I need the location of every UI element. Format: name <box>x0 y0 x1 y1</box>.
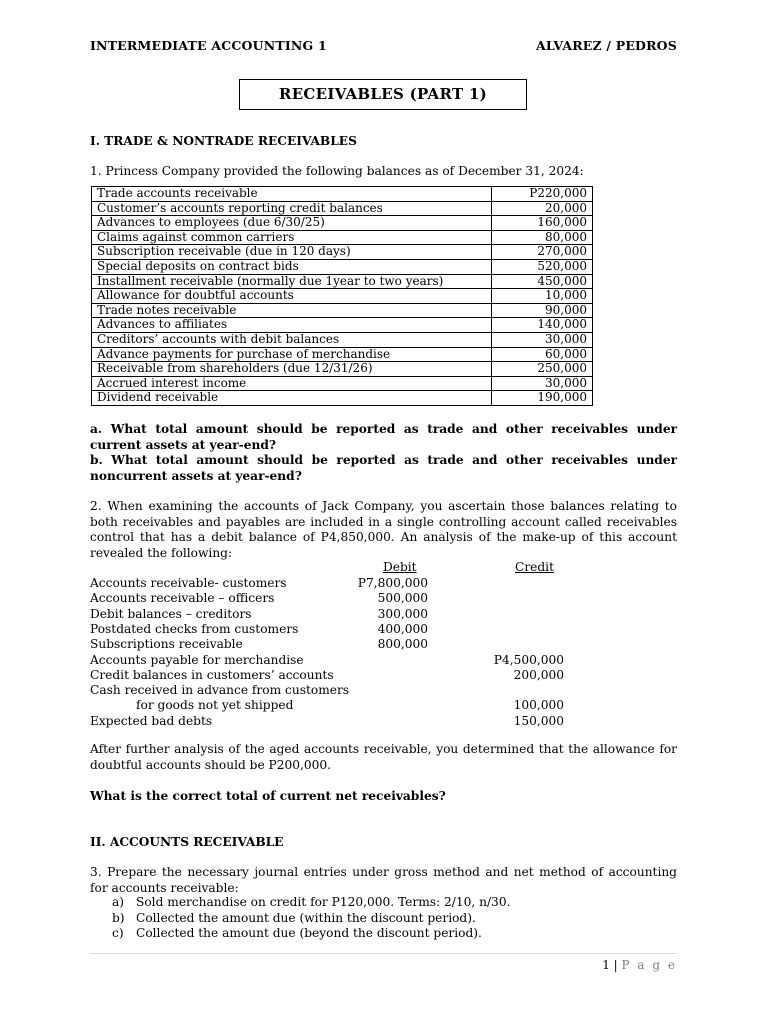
balance-row <box>92 303 593 318</box>
q2-row-label: Cash received in advance from customers <box>90 683 350 698</box>
q2-row-debit: 400,000 <box>377 621 428 636</box>
header-course: INTERMEDIATE ACCOUNTING 1 <box>90 38 327 53</box>
page-label: P a g e <box>621 958 677 972</box>
balance-row <box>92 245 593 260</box>
balance-label: Special deposits on contract bids <box>92 259 492 274</box>
balance-row <box>92 259 593 274</box>
balance-row <box>92 216 593 231</box>
q1a-question: a. What total amount should be reported as trade and other receivables under current assets at year-end? <box>90 422 677 452</box>
balance-row <box>92 332 593 347</box>
q2-row-credit: 200,000 <box>513 667 564 682</box>
q1b-question: b. What total amount should be reported as trade and other receivables under noncurrent assets at year-end? <box>90 453 677 483</box>
balance-row <box>92 230 593 245</box>
page-separator: | <box>613 958 618 972</box>
q2-credit-header: Credit <box>515 560 554 574</box>
q2-row-credit: 150,000 <box>513 713 564 728</box>
balance-label: Subscription receivable (due in 120 days) <box>92 245 492 260</box>
balance-row <box>92 376 593 391</box>
page-title: RECEIVABLES (PART 1) <box>239 79 527 110</box>
balance-row <box>92 274 593 289</box>
balance-amount: 160,000 <box>492 216 593 231</box>
section1-heading: I. TRADE & NONTRADE RECEIVABLES <box>90 134 357 148</box>
q2-row-label: Accounts receivable – officers <box>90 591 275 606</box>
balance-amount: 30,000 <box>492 332 593 347</box>
balance-amount: P220,000 <box>492 187 593 202</box>
page-footer <box>602 958 677 972</box>
balance-amount: 190,000 <box>492 391 593 406</box>
q2-row-debit: P7,800,000 <box>357 576 428 590</box>
balance-amount: 90,000 <box>492 303 593 318</box>
q2-row-label: for goods not yet shipped <box>136 698 294 713</box>
balance-amount: 140,000 <box>492 318 593 333</box>
balance-label: Creditors’ accounts with debit balances <box>92 332 492 347</box>
balance-label: Receivable from shareholders (due 12/31/26) <box>92 362 492 377</box>
q2-row-label: Accounts receivable- customers <box>90 576 287 590</box>
balance-row <box>92 201 593 216</box>
balance-row <box>92 318 593 333</box>
balance-label: Trade accounts receivable <box>92 187 492 202</box>
q1-intro: 1. Princess Company provided the following balances as of December 31, 2024: <box>90 164 584 178</box>
q2-row-label: Postdated checks from customers <box>90 621 299 636</box>
q2-row-label: Credit balances in customers’ accounts <box>90 667 334 682</box>
balance-amount: 10,000 <box>492 289 593 304</box>
q2-row-debit: 300,000 <box>377 606 428 621</box>
q2-question: What is the correct total of current net receivables? <box>90 789 446 803</box>
q2-row-credit: 100,000 <box>513 698 564 713</box>
q2-row-label: Accounts payable for merchandise <box>90 652 304 667</box>
q3-item-text: Collected the amount due (within the discount period). <box>136 910 476 925</box>
q3-list-item <box>90 895 677 911</box>
q3-item-text: Collected the amount due (beyond the discount period). <box>136 926 482 940</box>
balance-amount: 520,000 <box>492 259 593 274</box>
q2-row-credit: P4,500,000 <box>493 652 564 667</box>
balance-amount: 250,000 <box>492 362 593 377</box>
balance-amount: 80,000 <box>492 230 593 245</box>
balance-row <box>92 347 593 362</box>
balance-row <box>92 362 593 377</box>
q2-row-debit: 800,000 <box>377 637 428 652</box>
balance-label: Trade notes receivable <box>92 303 492 318</box>
page-number: 1 <box>602 958 610 972</box>
balance-label: Allowance for doubtful accounts <box>92 289 492 304</box>
q3-item-marker: c) <box>112 926 124 940</box>
balance-label: Claims against common carriers <box>92 230 492 245</box>
q2-row-label: Expected bad debts <box>90 713 213 728</box>
balance-amount: 450,000 <box>492 274 593 289</box>
balance-amount: 30,000 <box>492 376 593 391</box>
balance-label: Installment receivable (normally due 1year to two years) <box>92 274 492 289</box>
q2-intro: 2. When examining the accounts of Jack Company, you ascertain those balances relating to both receivables and payables are included in a single controlling account called receivables control that has a debit balance of P4,850,000. An analysis of the make-up of this account revealed the following: <box>90 499 677 560</box>
q2-row-label: Debit balances – creditors <box>90 606 252 621</box>
q2-debit-header: Debit <box>383 560 417 574</box>
q3-intro: 3. Prepare the necessary journal entries under gross method and net method of accounting for accounts receivable: <box>90 865 677 895</box>
balance-label: Advance payments for purchase of merchandise <box>92 347 492 362</box>
q3-list-item <box>90 926 677 942</box>
header-authors: ALVAREZ / PEDROS <box>535 38 677 53</box>
balances-table <box>91 186 593 406</box>
q2-after-text: After further analysis of the aged accounts receivable, you determined that the allowance for doubtful accounts should be P200,000. <box>90 742 677 772</box>
balance-row <box>92 289 593 304</box>
q3-items-list <box>90 895 677 942</box>
q2-row-label: Subscriptions receivable <box>90 637 243 652</box>
section2-heading: II. ACCOUNTS RECEIVABLE <box>90 835 284 849</box>
balance-label: Accrued interest income <box>92 376 492 391</box>
footer-divider <box>90 953 677 954</box>
balance-label: Customer’s accounts reporting credit balances <box>92 201 492 216</box>
balance-row <box>92 187 593 202</box>
balance-label: Dividend receivable <box>92 391 492 406</box>
balance-label: Advances to employees (due 6/30/25) <box>92 216 492 231</box>
q3-item-marker: a) <box>112 895 125 909</box>
q3-item-marker: b) <box>112 910 125 925</box>
q3-item-text: Sold merchandise on credit for P120,000. Terms: 2/10, n/30. <box>136 895 511 909</box>
q2-row-debit: 500,000 <box>377 591 428 606</box>
q3-list-item <box>90 911 677 927</box>
balance-amount: 270,000 <box>492 245 593 260</box>
balance-amount: 60,000 <box>492 347 593 362</box>
balance-label: Advances to affiliates <box>92 318 492 333</box>
balance-row <box>92 391 593 406</box>
balance-amount: 20,000 <box>492 201 593 216</box>
